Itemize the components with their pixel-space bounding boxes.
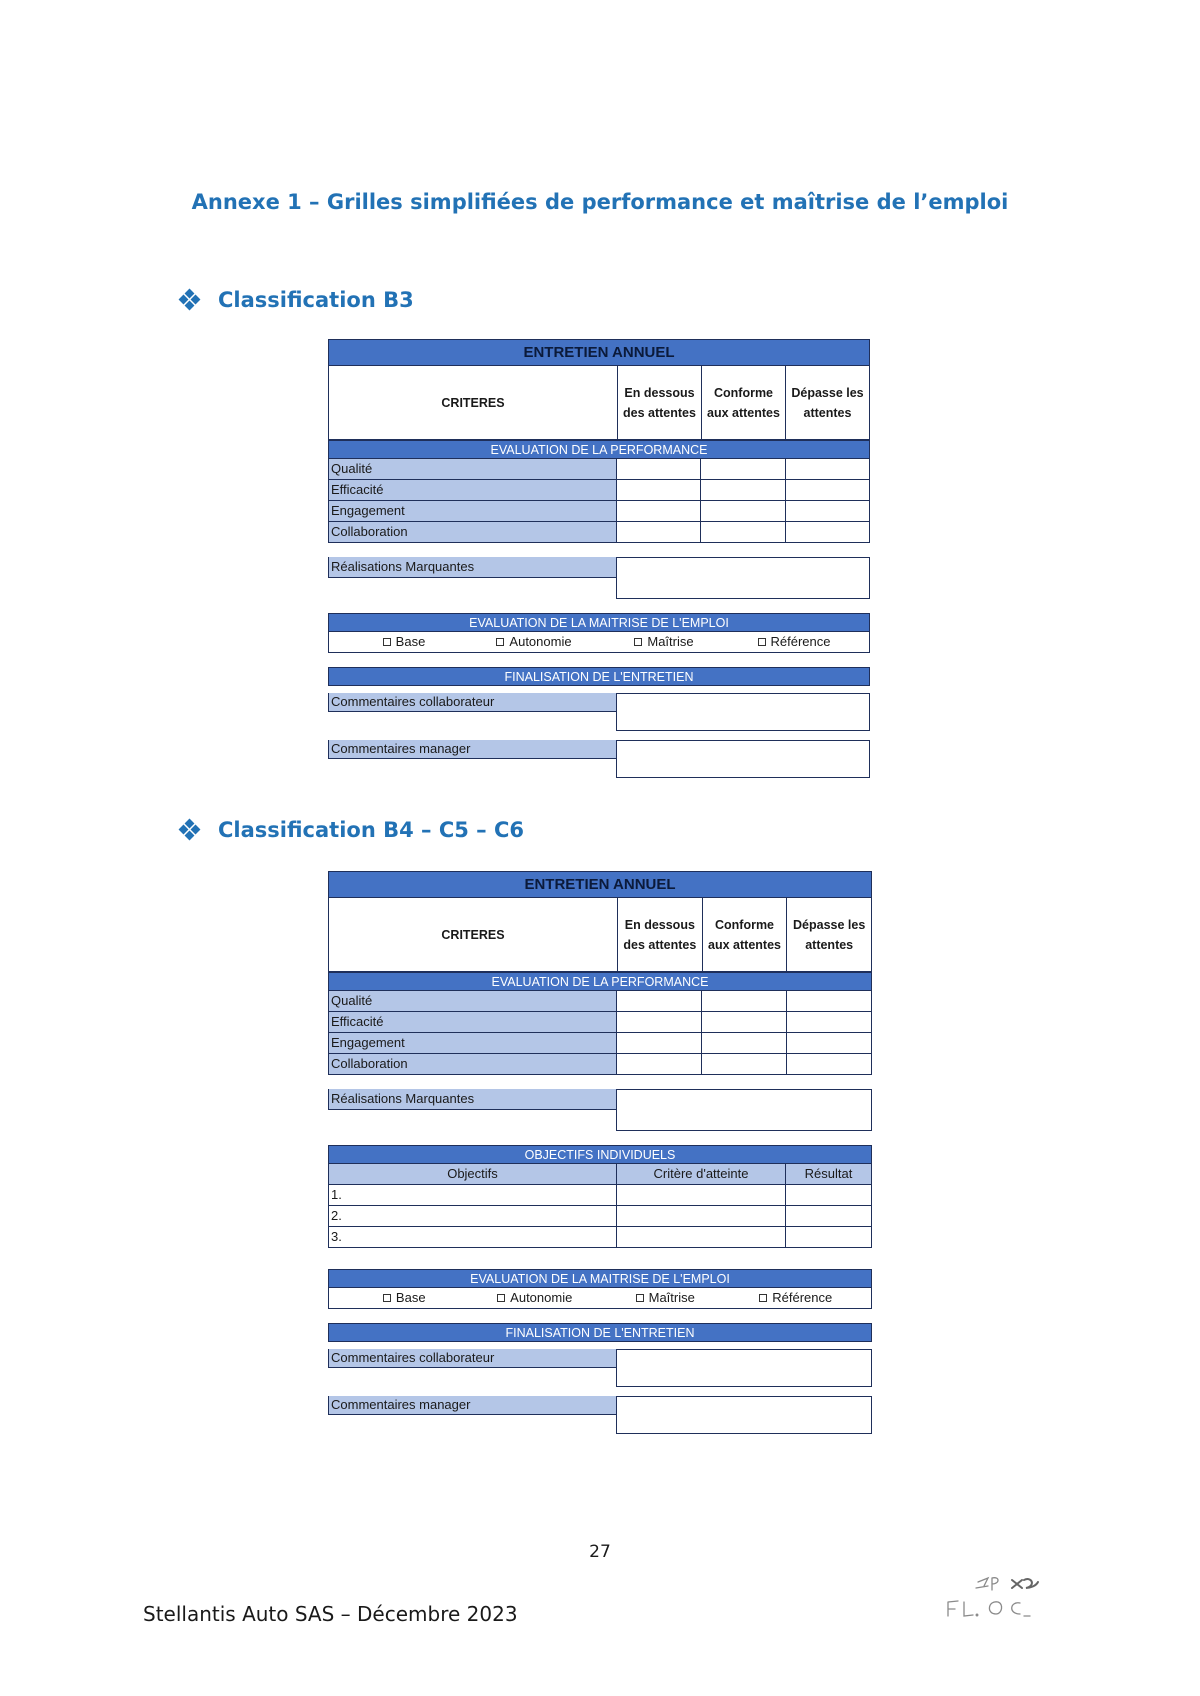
section-heading-b3: [180, 288, 414, 312]
criterion-row: [328, 991, 872, 1012]
mastery-bar: EVALUATION DE LA MAITRISE DE L'EMPLOI: [328, 613, 870, 632]
manager-comments-label: Commentaires manager: [328, 1396, 617, 1415]
column-meets: Conforme aux attentes: [703, 898, 788, 971]
criterion-label: Efficacité: [329, 1012, 617, 1032]
rating-cell[interactable]: [617, 991, 702, 1011]
section-heading-b4-c5-c6: [180, 818, 524, 842]
criterion-label: Qualité: [329, 459, 617, 479]
footer: Stellantis Auto SAS – Décembre 2023: [143, 1602, 518, 1626]
objective-row: [328, 1206, 872, 1227]
criterion-label: Collaboration: [329, 1054, 617, 1074]
rating-cell[interactable]: [701, 501, 785, 521]
rating-cell[interactable]: [617, 522, 701, 542]
criteria-cell[interactable]: [617, 1227, 786, 1247]
criteria-header-row: [328, 366, 870, 440]
rating-cell[interactable]: [701, 522, 785, 542]
rating-cell[interactable]: [787, 1054, 871, 1074]
mastery-option[interactable]: Base: [339, 632, 469, 652]
achievements-block: [328, 1089, 872, 1131]
rating-cell[interactable]: [786, 480, 869, 500]
objective-row: [328, 1227, 872, 1248]
criterion-label: Efficacité: [329, 480, 617, 500]
checkbox-icon[interactable]: [636, 1294, 644, 1302]
criterion-label: Collaboration: [329, 522, 617, 542]
achievements-box[interactable]: [616, 557, 870, 599]
rating-cell[interactable]: [617, 1033, 702, 1053]
achievements-block: [328, 557, 870, 599]
manager-comments-block: [328, 1396, 872, 1434]
finalisation-bar: FINALISATION DE L'ENTRETIEN: [328, 667, 870, 686]
checkbox-icon[interactable]: [758, 638, 766, 646]
mastery-option[interactable]: Base: [339, 1288, 470, 1308]
rating-cell[interactable]: [617, 480, 701, 500]
rating-cell[interactable]: [617, 1012, 702, 1032]
achievements-label: Réalisations Marquantes: [328, 1089, 617, 1110]
objective-row: [328, 1185, 872, 1206]
employee-comments-label: Commentaires collaborateur: [328, 1349, 617, 1368]
checkbox-icon[interactable]: [383, 638, 391, 646]
checkbox-icon[interactable]: [496, 638, 504, 646]
rating-cell[interactable]: [617, 459, 701, 479]
mastery-option[interactable]: Maîtrise: [600, 1288, 731, 1308]
rating-cell[interactable]: [786, 522, 869, 542]
criteria-header-row: [328, 898, 872, 972]
objectives-bar: OBJECTIFS INDIVIDUELS: [328, 1145, 872, 1164]
column-below: En dessous des attentes: [618, 898, 703, 971]
diamond-bullet-icon: [180, 290, 200, 310]
rating-cell[interactable]: [701, 459, 785, 479]
manager-comments-block: [328, 740, 870, 778]
result-cell[interactable]: [786, 1185, 871, 1205]
mastery-option[interactable]: Référence: [729, 632, 859, 652]
mastery-option[interactable]: Autonomie: [469, 632, 599, 652]
rating-cell[interactable]: [787, 1012, 871, 1032]
section-heading-text: Classification B3: [218, 288, 414, 312]
result-cell[interactable]: [786, 1206, 871, 1226]
result-col-label: Résultat: [804, 1166, 853, 1181]
objective-number[interactable]: 2.: [329, 1206, 617, 1226]
criterion-label: Engagement: [329, 1033, 617, 1053]
performance-bar: EVALUATION DE LA PERFORMANCE: [328, 972, 872, 991]
rating-cell[interactable]: [702, 1012, 787, 1032]
mastery-option[interactable]: Autonomie: [470, 1288, 601, 1308]
rating-cell[interactable]: [617, 1054, 702, 1074]
criterion-label: Engagement: [329, 501, 617, 521]
form-header: ENTRETIEN ANNUEL: [328, 339, 870, 366]
page-number: 27: [589, 1542, 611, 1562]
criterion-row: [328, 1054, 872, 1075]
rating-cell[interactable]: [787, 1033, 871, 1053]
result-cell[interactable]: [786, 1227, 871, 1247]
criterion-row: [328, 522, 870, 543]
mastery-option[interactable]: Maîtrise: [599, 632, 729, 652]
checkbox-icon[interactable]: [759, 1294, 767, 1302]
section-heading-text: Classification B4 – C5 – C6: [218, 818, 524, 842]
employee-comments-label: Commentaires collaborateur: [328, 693, 617, 712]
rating-cell[interactable]: [702, 1054, 787, 1074]
objectives-col-label: Objectifs: [329, 1164, 617, 1184]
page-title: Annexe 1 – Grilles simplifiées de performance et maîtrise de l’emploi: [191, 190, 1009, 214]
criterion-row: [328, 459, 870, 480]
objectives-header-row: [328, 1164, 872, 1185]
criterion-row: [328, 480, 870, 501]
rating-cell[interactable]: [786, 501, 869, 521]
employee-comments-block: [328, 693, 870, 731]
manager-comments-label: Commentaires manager: [328, 740, 617, 759]
criteria-cell[interactable]: [617, 1206, 786, 1226]
manager-comments-box[interactable]: [616, 740, 870, 778]
criteria-col-label: Critère d'atteinte: [617, 1164, 786, 1184]
mastery-option[interactable]: Référence: [731, 1288, 862, 1308]
column-exceeds: Dépasse les attentes: [793, 917, 866, 952]
column-exceeds: Dépasse les attentes: [791, 385, 864, 420]
checkbox-icon[interactable]: [634, 638, 642, 646]
criteria-label: CRITERES: [329, 366, 618, 439]
form-b4-c5-c6: [328, 871, 872, 1434]
criterion-label: Qualité: [329, 991, 617, 1011]
column-below: En dessous des attentes: [618, 366, 702, 439]
criteria-label: CRITERES: [329, 898, 618, 971]
achievements-label: Réalisations Marquantes: [328, 557, 617, 578]
employee-comments-box[interactable]: [616, 693, 870, 731]
diamond-bullet-icon: [180, 820, 200, 840]
rating-cell[interactable]: [617, 501, 701, 521]
rating-cell[interactable]: [702, 991, 787, 1011]
checkbox-icon[interactable]: [497, 1294, 505, 1302]
rating-cell[interactable]: [786, 459, 869, 479]
mastery-options: [328, 632, 870, 653]
checkbox-icon[interactable]: [383, 1294, 391, 1302]
form-b3: [328, 339, 870, 778]
rating-cell[interactable]: [787, 991, 871, 1011]
employee-comments-block: [328, 1349, 872, 1387]
employee-comments-box[interactable]: [616, 1349, 872, 1387]
rating-cell[interactable]: [701, 480, 785, 500]
objective-number[interactable]: 3.: [329, 1227, 617, 1247]
criteria-cell[interactable]: [617, 1185, 786, 1205]
achievements-box[interactable]: [616, 1089, 872, 1131]
mastery-options: [328, 1288, 872, 1309]
objective-number[interactable]: 1.: [329, 1185, 617, 1205]
handwritten-initials-signature: [940, 1568, 1060, 1628]
criterion-row: [328, 1033, 872, 1054]
criterion-row: [328, 501, 870, 522]
form-header: ENTRETIEN ANNUEL: [328, 871, 872, 898]
column-meets: Conforme aux attentes: [702, 366, 786, 439]
criterion-row: [328, 1012, 872, 1033]
rating-cell[interactable]: [702, 1033, 787, 1053]
manager-comments-box[interactable]: [616, 1396, 872, 1434]
finalisation-bar: FINALISATION DE L'ENTRETIEN: [328, 1323, 872, 1342]
performance-bar: EVALUATION DE LA PERFORMANCE: [328, 440, 870, 459]
mastery-bar: EVALUATION DE LA MAITRISE DE L'EMPLOI: [328, 1269, 872, 1288]
